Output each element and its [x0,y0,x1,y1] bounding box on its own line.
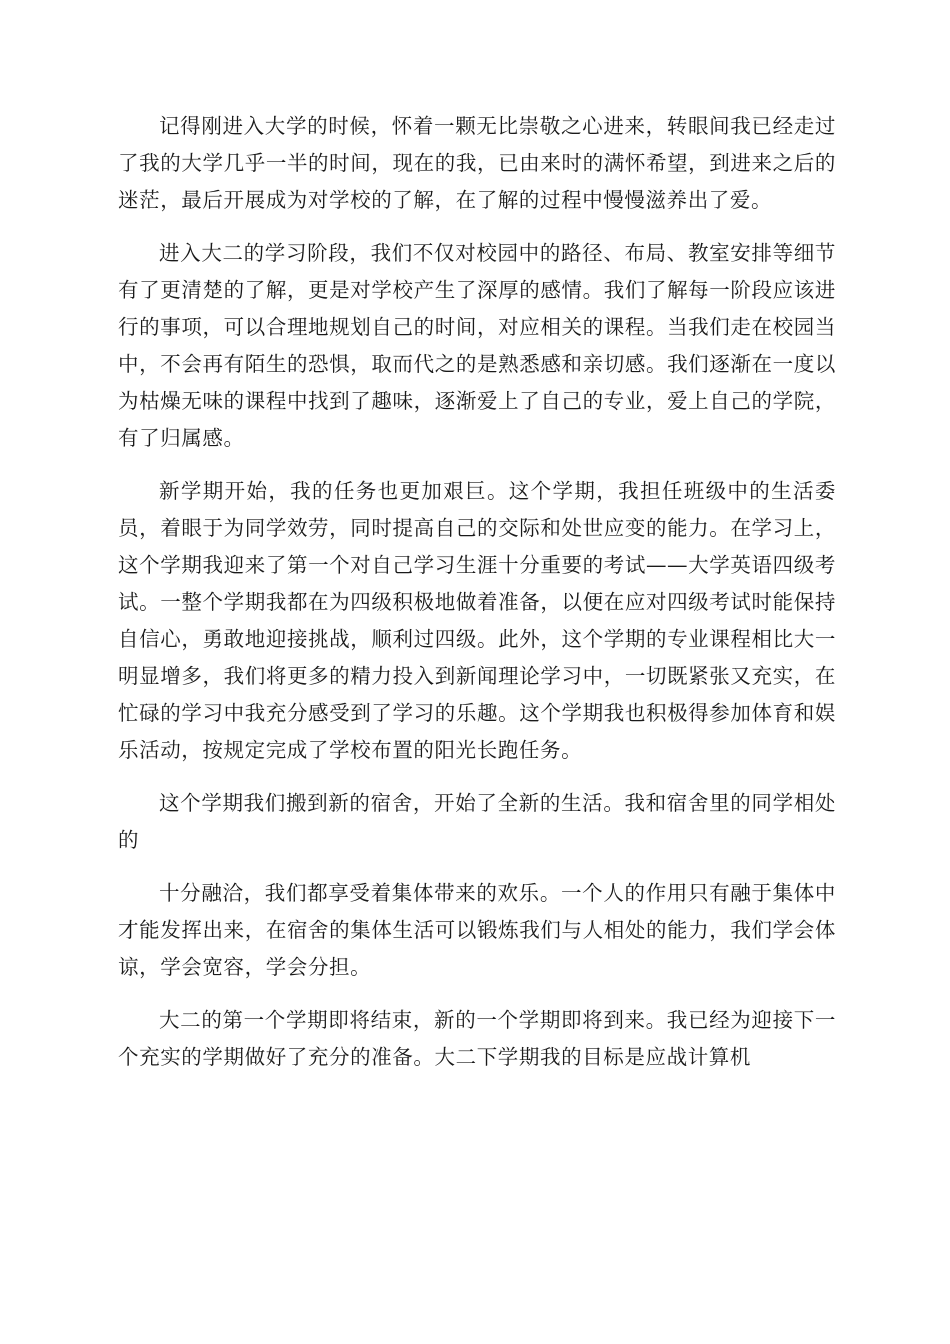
paragraph-5: 十分融洽，我们都享受着集体带来的欢乐。一个人的作用只有融于集体中才能发挥出来，在宿舍的集体生活可以锻炼我们与人相处的能力，我们学会体谅，学会宽容，学会分担。 [118,881,836,979]
paragraph-3: 新学期开始，我的任务也更加艰巨。这个学期，我担任班级中的生活委员，着眼于为同学效劳，同时提高自己的交际和处世应变的能力。在学习上，这个学期我迎来了第一个对自己学习生涯十分重要的考试——大学英语四级考试。一整个学期我都在为四级积极地做着准备，以便在应对四级考试时能保持自信心，勇敢地迎接挑战，顺利过四级。此外，这个学期的专业课程相比大一明显增多，我们将更多的精力投入到新闻理论学习中，一切既紧张又充实，在忙碌的学习中我充分感受到了学习的乐趣。这个学期我也积极得参加体育和娱乐活动，按规定完成了学校布置的阳光长跑任务。 [118,479,836,762]
paragraph-4: 这个学期我们搬到新的宿舍，开始了全新的生活。我和宿舍里的同学相处的 [118,791,836,852]
paragraph-6: 大二的第一个学期即将结束，新的一个学期即将到来。我已经为迎接下一个充实的学期做好了充分的准备。大二下学期我的目标是应战计算机 [118,1008,836,1069]
paragraph-2: 进入大二的学习阶段，我们不仅对校园中的路径、布局、教室安排等细节有了更清楚的了解，更是对学校产生了深厚的感情。我们了解每一阶段应该进行的事项，可以合理地规划自己的时间，对应相关的课程。当我们走在校园当中，不会再有陌生的恐惧，取而代之的是熟悉感和亲切感。我们逐渐在一度以为枯燥无味的课程中找到了趣味，逐渐爱上了自己的专业，爱上自己的学院，有了归属感。 [118,241,836,450]
document-body [118,108,836,1092]
paragraph-1: 记得刚进入大学的时候，怀着一颗无比崇敬之心进来，转眼间我已经走过了我的大学几乎一半的时间，现在的我，已由来时的满怀希望，到进来之后的迷茫，最后开展成为对学校的了解，在了解的过程中慢慢滋养出了爱。 [118,114,836,212]
